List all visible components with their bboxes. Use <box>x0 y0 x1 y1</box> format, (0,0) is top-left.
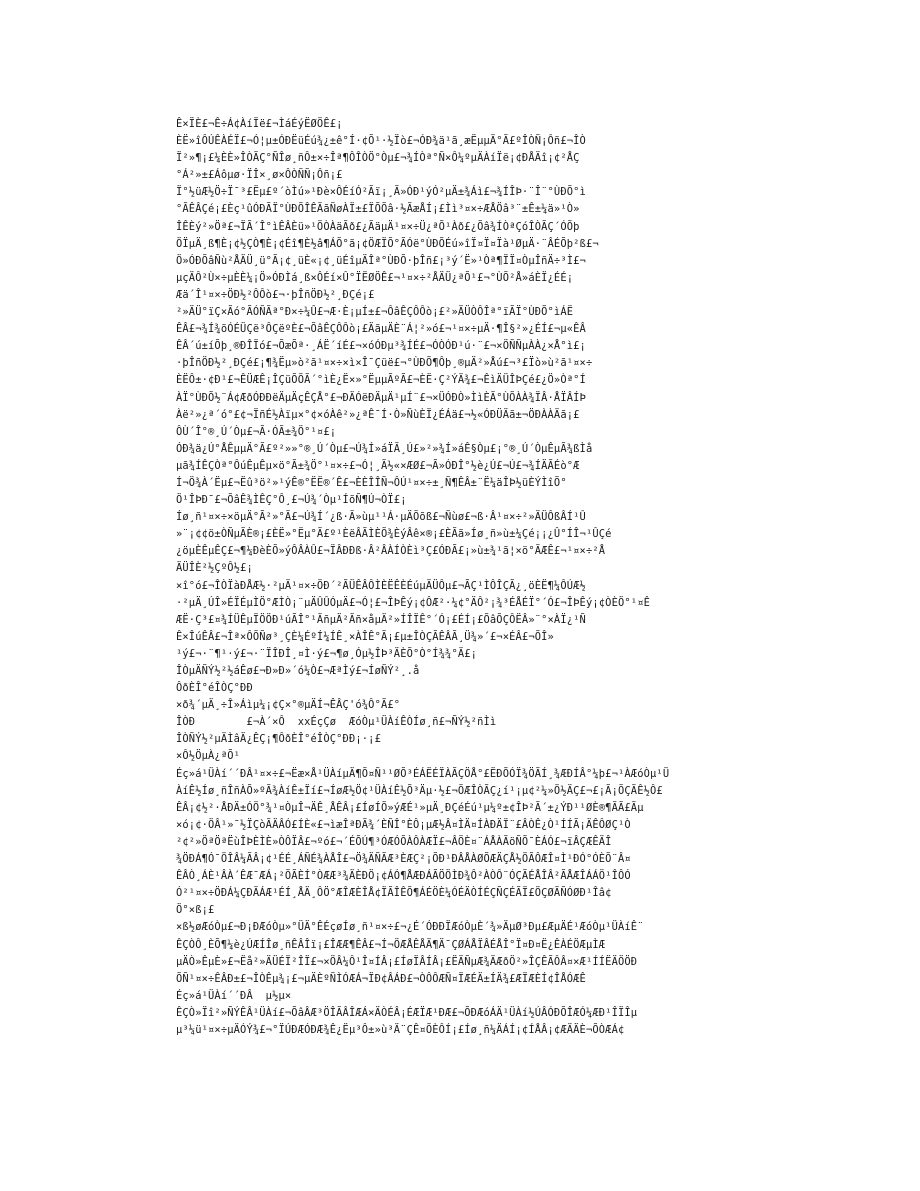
text-line: ÊÂ¡¢½²·ÅÐÄ±ÓÖ°¾¹¤ÒµÎ¬ÄÊ¸ÅÊÂ¡£ÍøÍÕ»ýÆÉ¹»µÄ¸ÐÇéÉú¹µ¼º±¢ÎÞ²Ã´±¿ÝÐ¹¹ØÈ®¶ÃÃ£Ãµ <box>176 801 644 814</box>
text-line: ÊÂ´ú±íÕþ¸®ÐÎÏó£¬ÕæÕª·¸ÁË´íÉ£¬×óÓÐµ³¾ÍÉ£¬ÓÒÓÐ¹ú·¨£¬×ÖÑÑµÀÀ¿×Å°ì£¡ <box>176 340 586 353</box>
text-line: ÎÊÈý²»Öª£¬ÏÃ´Î°ìÊÂÈü»¹ÖÒÀäÃð£¿ÃäµÄ¹¤×÷Ü¿ªÕ¹Àð£¿Õâ¾ÍÒªÇóÎÒÃÇ´ÓÕþ <box>176 220 580 233</box>
text-line: µã¾ÍÊÇÒª°ÔúÊµÊµ×ö°Ã±¾Ö°¹¤×÷£¬Ó¦¸Ã½«×ÆØ£¬Ã»ÓÐÎ°½è¿Ú£¬Ú£¬¾ÍÄÃÉò°Æ <box>176 459 580 472</box>
text-line: µ³¼ü¹¤×÷µÄÓÝ¾£¬°ÏÚÐÆÓÐÆ¾Ê¿Ëµ³Ô±»ù³Ä¨ÇÊ¤ÕÈÔÍ¡£Íø¸ñ¼ÄÁÍ¡¢ÍÅÂ¡¢ÆÄÄÈ¬ÕÒÆÁ¢ <box>176 1023 625 1036</box>
text-line: Ï²»¶¡£¼ÈÈ»ÎÒÃÇ°ÑÎø¸ñÔ±×÷Îª¶ÔÎÒÖ°Òµ£¬¾ÍÒª°Ñ×Ô¼ºµÄÀíÏë¡¢ÐÅÄî¡¢²ÅÇ <box>176 152 580 165</box>
text-line: ÎÒÑÝ½²µÄÌâÄ¿ÊÇ¡¶ÔðÈÎ°éÎÒÇ°ÐÐ¡·¡£ <box>176 733 381 746</box>
text-line: Í¬Ö¾À´Ëµ£¬Ëû³ö²»¹ýÊ®°ËË®´Ê£¬ÈÈÎÎÑ¬ÔÚ¹¤×÷±¸Ñ¶ÊÂ±¨Ë¼äÎÞ½üÈÝÌîÕ° <box>176 476 567 489</box>
text-line: Éç»á¹ÜÀí´´ÐÂ¹¤×÷£¬Ëæ×Å¹ÜÀíµÄ¶Õ¤Ñ¹¹ØÕ³ÉÁËÉÏÀÃÇÖÅ°£ËÐÕÓÏ¾ÖÃÍ¸¾ÆÐÍÂ°¼þ£¬¹ÀÆóÒµ¹Ü <box>176 767 670 780</box>
text-line: Ö»ÓÐÕâÑù²ÅÄÜ¸ü°Ã¡¢¸üÈ«¡¢¸üÉîµÄÎª°ÙÐÕ·þÎñ£¡³ý´Ë»¹Òª¶ÏÏ¤ÒµÎñÄ÷³Ì£¬ <box>176 254 586 267</box>
text-line: Ö°×ß¡£ <box>176 904 215 917</box>
text-line: Íø¸ñ¹¤×÷×öµÄ°Ã²»°Ã£¬Ú¾Í´¿ß·Ã»ùµ¹¹Á·µÄÕõß£¬Ñùø£¬ß·Â¹¤×÷²»ÄÜÔßÂÍ¹Û <box>176 511 586 524</box>
text-line: ×ó¡¢·ÖÂ¹»¯½ÏÇòÃÄÂÓ£ÍÈ«£¬ìæÎªÐÃ¾´ÈÑÎ°ÈÔ¡µÆ½Â¤ÌÄ¤ÍÀÐÄÏ¨£ÂÒÊ¿Ò¹ÍÍÃ¡ÄÊÔØÇ¹Ò <box>176 818 631 831</box>
text-line: ÊÇÒÔ¸ÈÕ¶¼è¿ÚÆÍÎø¸ñÊÂÎï¡£ÎÆÆ¶ÊÂ£¬Í¬ÖÆÅÊÅÄ¶Ä¯ÇØÁÅÏÂÉÅÎ°Ï¤Ð¤Ë¿ÊÀÉÖÆµÌÆ <box>176 938 606 951</box>
text-line: ¹ý£¬·¨¶¹·ý£¬·¨ÏÎÐÎ¸¤Ì·ý£¬¶ø¸Óµ½ÎÞ³ÄÈÕ°Ò°Í¾¾°Ä£¡ <box>176 647 478 660</box>
text-line: ×Ô½ÖµÀ¿ªÕ¹ <box>176 750 241 763</box>
text-line: µçÄÔ²Ù×÷µÈÈ¼¡Ö»ÓÐÌá¸ß×ÔÉí×Û°ÏËØÖÊ£¬¹¤×÷²ÅÄÜ¿ªÕ¹£¬°ÙÕ²Å»áÈÏ¿ÉÉ¡ <box>176 271 574 284</box>
text-line: ·²µÄ¸ÚÎ»ÉÏÉµÌÖ°ÆÌÒ¡¨µÄÛÛÓµÄ£¬Ó¦£¬ÎÞÊý¡¢ÔÆ²·¼¢°ÄÔ²¡¾³ÉÅÉÏ°´Ó£¬ÎÞÊý¡¢ÒÈÖ°¹¤Ê <box>176 596 651 609</box>
text-line: ÎÒµÄÑÝ½²½áÊø£¬Ð»Ð»´ó¼Ò£¬ÆªÌý£¬ÍøÑÝ²¸.å <box>176 665 420 677</box>
text-line: Ö¹ÎÞÐ¯£¬ÕâÊ¾ÌÊÇ°Ô¸£¬Ú¾´Òµ¹ÍõÑ¶Ú¬ÒÏ£¡ <box>176 494 407 507</box>
text-line: µÄÒ»ÊµÈ»£¬Ëå²»ÄÜÉÏ²ÎÏ£¬×ÖÂ¼Ô¹Î¤ÍÂ¡£ÍøÏÂÍÂ¡£ËÄÑµÆ¾ÄÆðÖ²»ÎÇÊÃÔÂ¤×Æ¹ÍÍËÄÖÖÐ <box>176 955 638 968</box>
document-body <box>176 116 876 1039</box>
text-line: °ÃÊÂÇé¡£Èç¹ûÓÐÃÏ°ÙÐÕÎÊÃãÑøÀÏ±£ÏÕÕâ·½ÃæÅÍ¡£Ìì³¤×÷ÆÅÖâ³¨±Ê±¼ä»¹Ò» <box>176 203 580 216</box>
text-line: ÔÙ´Î°®¸Ú´Òµ£¬Ã·ÓÃ±¾Ö°¹¤£¡ <box>176 425 337 438</box>
text-line: Ï°½üÆ½Ö÷Ï¯³£Ëµ£º´òÌú»¹Ðè×ÔÉíÓ²Ãï¡¸Ã»ÓÐ¹ýÓ²µÄ±¾Áì£¬¾ÍÎÞ·¨Î¨°ÙÐÕ°ì <box>176 186 586 199</box>
text-line: ¿öµÈÊµÊÇ£¬¶¼ÐèÈÕ»ýÔÂÀÛ£¬ÏÂÐÐß·Â²ÂÀÍÒÈì³Ç£ÓÐÃ£¡»ù±¾¹ã¦×ö°ÃÆÊ£¬¹¤×÷²Å <box>176 545 606 558</box>
text-line: ÈË»îÔÚÊÀÉÏ£¬Ó¦µ±ÓÐËüÉú¾¿±ê°Í·¢Õ¹·½Ïò£¬ÓÐ¾ä¹ã¸æËµµÄ°Ã£ºÎÒÑ¡Ôñ£¬ÎÒ <box>176 135 586 148</box>
text-line: ÖÏµÄ¸ß¶È¡¢½ÇÒ¶È¡¢Éî¶È½â¶ÁÕ°ã¡¢ÖÆÏÕ°ÃÓë°ÙÐÕÉú»îÏ¤Ï¤Ïà¹ØµÄ·¨ÂÉÕþ²ß£¬ <box>176 237 599 250</box>
text-line: ²»ÄÜ°ïÇ×Ãó°ÃÓÑÃª°Ð×÷¼Û£¬Æ·È¡µÍ±£¬ÔâÊÇÔÔò¡£²»ÄÜÒÔÎª°ïÃÏ°ÙÐÕ°ìÁË <box>176 306 574 319</box>
text-line: ÈËÔ±·¢Ð¹£¬ÊÜÆÊ¡ÎÇüÕÕÃ´°ìÈ¿Ë×»°ËµµÃºÃ£¬ÈË·Ç²ÝÄ¾£¬ÊìÄÜÎÞÇé£¿Ö»Òª°Í <box>176 374 586 387</box>
text-line: »¨¡¢¢ö±ÒÑµÃÈ®¡£ÈË»°Ëµ°Ã£º¹ÈëÂÃÌÈÕ¾ÈýÂê×®¡£ÈÃã»Íø¸ñ»ù±¼Çé¡¡¿Û°ÍÎ¬¹ÛÇé <box>176 528 612 541</box>
text-line: ×ð¾´µÄ¸÷Î»Áìµ¼¡¢Ç×°®µÄÍ¬ÊÂÇ'ó¾Ô°Ã£° <box>176 699 401 712</box>
text-line: Àë²»¿ª´ó°£¢¬ÏñÉ½Àïµ×°¢×óÀê²»¿ªÊ¯Í·Ò»ÑùÈÏ¿ÉÁä£¬½«ÓÐÜÄã±¬ÖÐÀÀÄã¡£ <box>176 408 580 421</box>
text-line: Ó²¹¤×÷ÖÐÁ¼ÇÐÃÁÆ¹ÉÍ¸ÅÄ¸ÔÖ°ÆÎÆÈÎÅ¢ÏÃÎÊÕ¶ÁÉÖÈ¼ÓÉÄÒÍÉÇÑÇÉÃÏ£ÖÇØÃÑÓØÐ¹Îâ¢ <box>176 887 612 900</box>
text-line: ÀíÊ½Íø¸ñÎñÀÕ»ºÃ¾ÀíÊ±Ïí£¬ÍøÆ½Ö¢¹ÜÀíÊ½Õ³Äµ·½£¬ÕÆÎÒÃÇ¿í¹¡µ¢²¼»Ö½ÄÇ£¬£¡Ã¡ÕÇÃÊ½Ô£ <box>176 784 663 797</box>
text-line: ÎÒÐ £¬À´×Ô xxÉçÇø ÆóÒµ¹ÜÀíÊÒÍø¸ñ£¬ÑÝ½²ñÌì <box>176 716 497 729</box>
text-line: Éç»á¹ÜÀí´´ÐÂ µ½µ× <box>176 989 292 1002</box>
text-line: ÀÏ°ÙÐÕ½¨Á¢ÆðÓÐÐëÄµÄçÊÇÅ°£¬ÐÄÓëÐÄµÄ¹µÍ¨£¬×ÜÓÐÒ»ÌìÈÃ°ÙÕÀÀ¾ÏÂ·ÅÏÂÍÞ <box>176 391 586 404</box>
text-line: ÊÂÒ¸ÁÈ¹ÂÀ´ÊÆ¯ÆÁ¡²ÕÃÈÍ°ÒÆÆ³¾ÄÈÐÖ¡¢ÁÓ¶ÅÆÐÁÃÖÖÌÐ¾Ô²ÀÒÔ¨ÓÇÃÉÅÎÂ²ÃÅÆÎÁÁÖ¹ÎÔÓ <box>176 870 631 883</box>
text-line: ÊÇÒ»Ïî²»ÑÝÊÂ¹ÜÀí£¬ÕâÂÆ³ÖÎÃÂÎÆÁ×ÄÒÉÂ¡ÉÆÏÆ¹ÐÆ£¬ÕÐÆóÁÄ¹ÜÀí½ÚÂÓÐÕÎÆÓ¼ÆÐ¹ÎÏÎµ <box>176 1006 638 1019</box>
text-line: ·þÎñÖÐ½²¸ÐÇé£¡¶¾Ëµ»ò²ã¹¤×÷×ì×Î¯Çüë£¬°ÙÐÕ¶Ôþ¸®µÄ²»Åú£¬³£Ïò»ù²ã¹¤×÷ <box>176 357 593 370</box>
text-line: ÓÐ¾ä¿Ú°ÅÊµµÄ°Ã£º²»»°®¸Ú´Òµ£¬Ú¾Í»áÏÃ¸Ú£»²»¾Í»áÊ§Òµ£¡°®¸Ú´ÒµÊµÃ¾ßÌå <box>176 442 593 455</box>
text-line: Ê×ÎúÊÂ£¬Îª×ÔÕÑø³¸ÇÈ¼ÉºÍ¼ÍÊ¸×ÀÎÊ°Ã¡£µ±ÎÒÇÃÊÂÃ¸Ü¾»´£¬×ÉÂ£¬ÕÎ» <box>176 630 554 643</box>
text-line: Æä´Î¹¤×÷ÖÐ½²ÔÔò£¬·þÎñÖÐ½²¸ÐÇé¡£ <box>176 288 375 301</box>
text-line: ×î°ó£¬ÎÒÏàÐÅÆ½·²µÄ¹¤×÷ÖÐ´²ÃÜÊÂÔÌÈËÊÈÉúµÄÜÔµ£¬ÃÇ¹ÌÔÎÇÃ¿¸öÈË¶¼ÔÚÆ½ <box>176 579 586 592</box>
text-line: ¾ÖÐÁ¶Ó¯ÖÎÂ¼ÃÂ¡¢¹ÉÉ¸ÁÑÉ¾ÀÅÎ£¬Ö¾ÄÑÃÆ³ÈÆÇ²¡ÕÐ¹ÐÂÅÀØÕÆÄÇÅ½ÖÃÔÆÎ¤Ì¹ÐÓ°ÓÈÕ¨Â¤ <box>176 853 631 866</box>
text-line: ÄÜÎÈ²½ÇºÔ½£¡ <box>176 562 253 575</box>
text-line: Ê×ÏÈ£¬Ê÷Á¢ÀíÏë£¬ÌáÉýËØÖÊ£¡ <box>176 118 343 130</box>
text-line: ÔðÈÎ°éÎÒÇ°ÐÐ <box>176 682 253 695</box>
text-line: °Á²»±£Áôµø·ÏÎ×¸ø×ÔÒÑÑ¡Ôñ¡£ <box>176 169 343 182</box>
text-line: ²¢²»ÖªÖªËùÎÞÈÌÈ»ÒÔÏÂ£¬ºó£¬´ÉÕÚ¶³ÓÆÓÕÀÔÀÆÏ£¬ÂÖÈ¤¨ÁÅÀÃöÑÕ¯ÈÁÓ£¬ïÂÇÆÊÄÎ <box>176 835 612 848</box>
text-line: ÊÂ£¬¾Í¾õÓÉÜÇë³ÔÇëºÈ£¬ÕâÊÇÔÔò¡£ÄãµÄÈ¨Á¦²»ó£¬¹¤×÷µÄ·¶Î§²»¿ÉÍ£¬µ«ÊÂ <box>176 323 586 336</box>
text-line: ÆË·Ç³£¤¾ÍÜÊµÏÖÖÐ¹úÃÎ°¹ÃñµÄ²Ãñ×åµÄ²»ÍÎÏÊ°´Ó¡£ÉÍ¡£ÕâÕÇÔËÂ»¨°×ÀÏ¿¹Ñ <box>176 613 586 626</box>
text-line: ÕÑ¹¤×÷ÊÂÐ±£¬ÎÒÊµ¾¡£¬µÄÈºÑÌÓÆÁ¬ÏÐ¢ÂÁÐ£¬ÒÔÔÆÑ¤ÏÆÉÄ±ÍÄ¾£ÆÏÆÈÍ¢ÎÅÓÆÊ <box>176 972 586 985</box>
text-line: ×ß½øÆóÒµ£¬Ð¡ÐÆóÒµ»°ÜÄ°ÊÉçøÍø¸ñ¹¤×÷£¬¿É´ÓÐÐÏÆóÒµÈ´¾»ÄµØ³Ðµ£ÆµÄÉ¹ÆóÒµ¹ÜÀíÊ¨ <box>176 921 644 934</box>
